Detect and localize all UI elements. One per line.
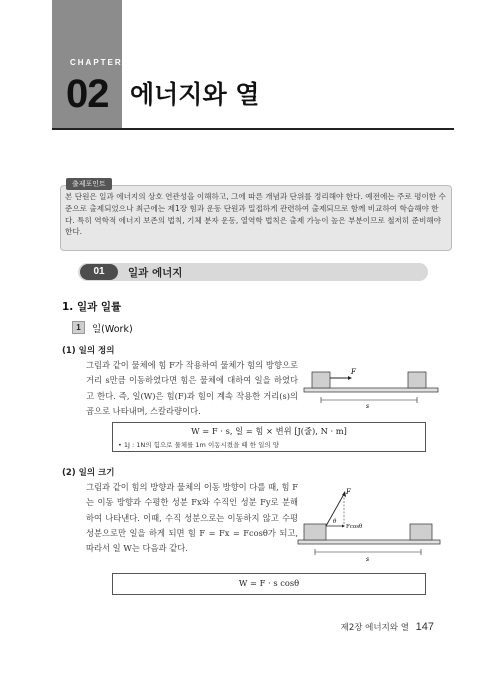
page-number: 147	[415, 621, 434, 633]
part2-heading: (2) 일의 크기	[62, 468, 115, 478]
figure-work-magnitude	[296, 486, 444, 566]
header-rule	[52, 128, 454, 130]
block-end	[408, 372, 426, 388]
part1-heading: (1) 일의 정의	[62, 346, 115, 356]
subsection-title: 일(Work)	[92, 324, 133, 335]
exam-point-text: 본 단원은 일과 에너지의 상호 연관성을 이해하고, 그에 따른 개념과 단위를 정리해야 한다. 예전에는 주로 평이한 수준으로 출제되었으나 최근에는 제1장 힘과 운동 단원과 밀접하게 관련하여 출제되므로 함께 비교하여 학습해야 한다. 특히 역학적 에너지 보존의 법칙, 기체 분자 운동, 열역학 법칙은 출제 가능이 높은 부분이므로 철저히 준비해야 한다.	[65, 192, 446, 237]
chapter-title: 에너지와 열	[130, 80, 260, 109]
force-label: F	[351, 368, 356, 376]
component-label: Fcosθ	[346, 524, 363, 530]
force-arrowhead	[348, 376, 352, 380]
part1-text: 그림과 같이 물체에 힘 F가 작용하여 물체가 힘의 방향으로 거리 s만큼 이동하였다면 힘은 물체에 대하여 일을 하였다고 한다. 즉, 일(W)은 힘(F)과 힘이 계속 작용한 거리(s)의 곱으로 나타내며, 스칼라량이다.	[86, 360, 298, 416]
ground-surface	[298, 540, 440, 544]
chapter-label: CHAPTER	[70, 58, 123, 67]
block-start	[312, 372, 330, 388]
distance-label: s	[366, 556, 370, 563]
chapter-number: 02	[66, 72, 109, 116]
figure-work-definition	[302, 360, 442, 410]
formula-work-magnitude: W = F · s cosθ	[238, 578, 300, 588]
section-number: 01	[80, 264, 118, 280]
block-start	[304, 524, 326, 540]
angle-label: θ	[333, 519, 337, 525]
ground-surface	[304, 388, 438, 392]
force-label: F	[346, 488, 351, 496]
formula-work-definition: W = F · s, 일 = 힘 × 변위 [J(줄), N · m]	[191, 426, 347, 436]
footer-chapter: 제2장 에너지와 열	[340, 623, 409, 633]
distance-label: s	[366, 403, 370, 410]
formula-note: • 1J : 1N의 힘으로 물체를 1m 이동시켰을 때 한 일의 양	[118, 441, 280, 449]
part2-text: 그림과 같이 힘의 방향과 물체의 이동 방향이 다를 때, 힘 F는 이동 방향과 수평한 성분 Fx와 수직인 성분 Fy로 분해하여 나타낸다. 이때, 수직 성분으로는 이동하지 않고 수평 성분으로만 일을 하게 되면 힘 F = Fx = Fcosθ가 되고, 따라서 일 W는 다음과 같다.	[86, 482, 298, 554]
subsection-number: 1	[72, 321, 85, 334]
section-title: 일과 에너지	[128, 267, 183, 279]
heading-work-power: 1. 일과 일률	[62, 301, 122, 313]
page-footer	[341, 621, 434, 633]
exam-point-tag: 출제포인트	[66, 178, 112, 190]
block-end	[410, 524, 432, 540]
